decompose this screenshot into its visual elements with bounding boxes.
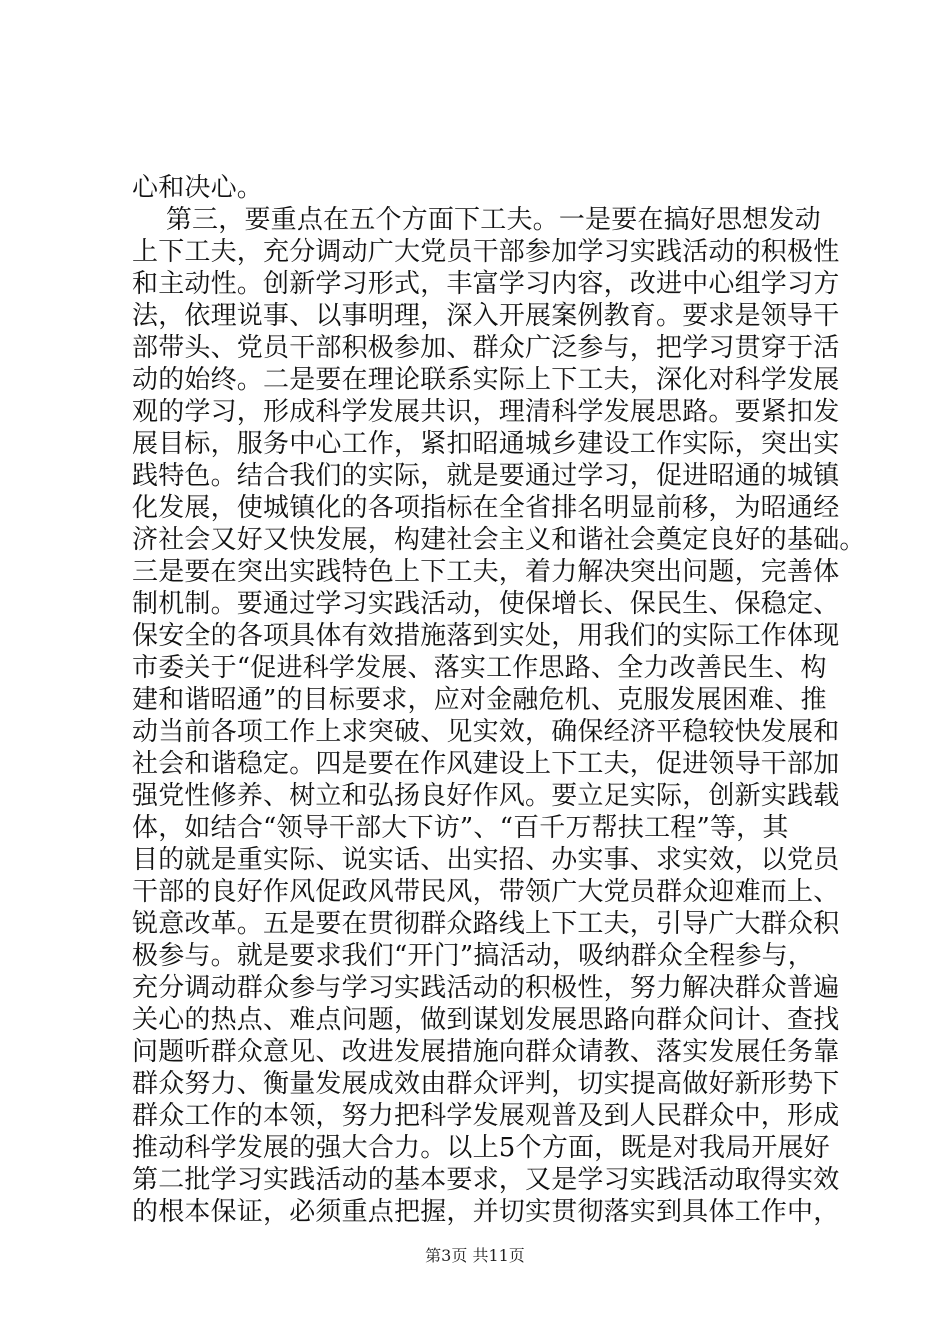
- text-line: 的根本保证，必须重点把握，并切实贯彻落实到具体工作中，: [132, 1197, 840, 1227]
- text-line: 锐意改革。五是要在贯彻群众路线上下工夫，引导广大群众积: [132, 909, 840, 939]
- text-line: 干部的良好作风促政风带民风，带领广大党员群众迎难而上、: [132, 877, 840, 907]
- text-line: 群众努力、衡量发展成效由群众评判，切实提高做好新形势下: [132, 1069, 840, 1099]
- text-line: 法，依理说事、以事明理，深入开展案例教育。要求是领导干: [132, 301, 840, 331]
- text-line: 和主动性。创新学习形式，丰富学习内容，改进中心组学习方: [132, 269, 840, 299]
- text-line: 上下工夫，充分调动广大党员干部参加学习实践活动的积极性: [132, 237, 840, 267]
- text-line: 化发展，使城镇化的各项指标在全省排名明显前移，为昭通经: [132, 493, 840, 523]
- text-line: 济社会又好又快发展，构建社会主义和谐社会奠定良好的基础。: [132, 525, 866, 555]
- text-line: 动的始终。二是要在理论联系实际上下工夫，深化对科学发展: [132, 365, 840, 395]
- text-line: 问题听群众意见、改进发展措施向群众请教、落实发展任务靠: [132, 1037, 840, 1067]
- document-body: [132, 172, 866, 1228]
- text-line: 社会和谐稳定。四是要在作风建设上下工夫，促进领导干部加: [132, 749, 840, 779]
- text-line: 心和决心。: [132, 173, 264, 203]
- text-line: 充分调动群众参与学习实践活动的积极性，努力解决群众普遍: [132, 973, 840, 1003]
- text-line: 体，如结合“领导干部大下访”、“百千万帮扶工程”等，其: [132, 813, 789, 843]
- text-line: 第二批学习实践活动的基本要求，又是学习实践活动取得实效: [132, 1165, 840, 1195]
- page-footer: 第3页 共11页: [425, 1246, 525, 1265]
- text-line: 关心的热点、难点问题，做到谋划发展思路向群众问计、查找: [132, 1005, 840, 1035]
- text-line: 极参与。就是要求我们“开门”搞活动，吸纳群众全程参与，: [132, 941, 814, 971]
- text-line: 建和谐昭通”的目标要求，应对金融危机、克服发展困难、推: [132, 685, 827, 715]
- text-line: 制机制。要通过学习实践活动，使保增长、保民生、保稳定、: [132, 589, 840, 619]
- text-line: 推动科学发展的强大合力。以上5个方面，既是对我局开展好: [132, 1133, 830, 1163]
- text-line: 践特色。结合我们的实际，就是要通过学习，促进昭通的城镇: [132, 461, 840, 491]
- text-line: 部带头、党员干部积极参加、群众广泛参与，把学习贯穿于活: [132, 333, 840, 363]
- text-line: 强党性修养、树立和弘扬良好作风。要立足实际，创新实践载: [132, 781, 840, 811]
- text-line: 市委关于“促进科学发展、落实工作思路、全力改善民生、构: [132, 653, 827, 683]
- text-line: 动当前各项工作上求突破、见实效，确保经济平稳较快发展和: [132, 717, 840, 747]
- text-line: 群众工作的本领，努力把科学发展观普及到人民群众中，形成: [132, 1101, 840, 1131]
- text-line: 三是要在突出实践特色上下工夫，着力解决突出问题，完善体: [132, 557, 840, 587]
- text-line: 目的就是重实际、说实话、出实招、办实事、求实效，以党员: [132, 845, 840, 875]
- text-line: 保安全的各项具体有效措施落到实处，用我们的实际工作体现: [132, 621, 840, 651]
- text-line: 观的学习，形成科学发展共识，理清科学发展思路。要紧扣发: [132, 397, 840, 427]
- text-line: 展目标，服务中心工作，紧扣昭通城乡建设工作实际，突出实: [132, 429, 840, 459]
- text-line: 第三，要重点在五个方面下工夫。一是要在搞好思想发动: [132, 205, 821, 235]
